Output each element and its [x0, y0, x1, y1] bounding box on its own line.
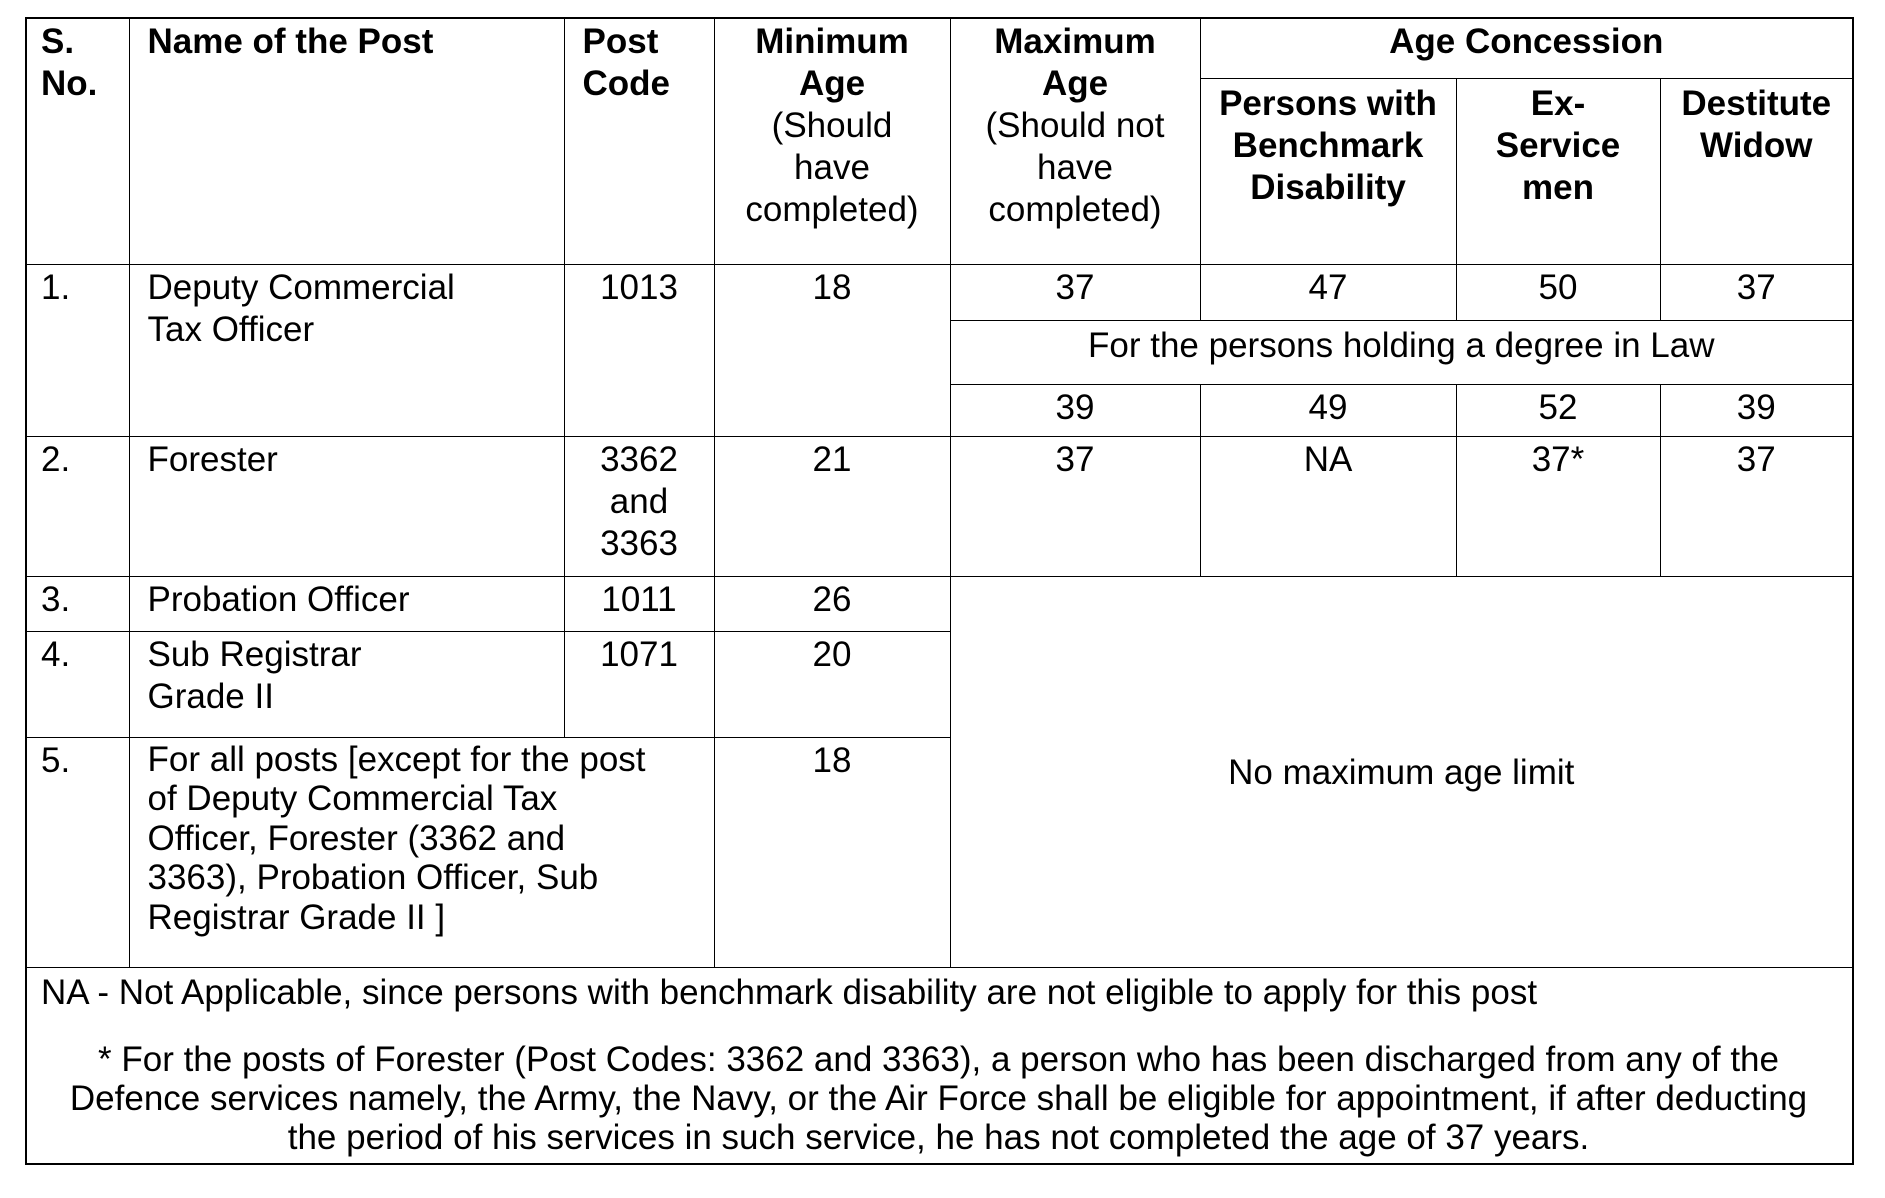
- table-row: [26, 576, 1853, 631]
- row2-max-age: 37: [950, 436, 1200, 576]
- row1-law-ex-servicemen: 52: [1456, 384, 1660, 436]
- row5-sno: 5.: [26, 737, 129, 967]
- row4-min-age: 20: [714, 631, 950, 737]
- row1-pwbd: 47: [1200, 264, 1456, 320]
- header-sno: S. No.: [26, 18, 129, 264]
- row2-min-age: 21: [714, 436, 950, 576]
- row1-sno: 1.: [26, 264, 129, 436]
- header-max-age: [950, 18, 1200, 264]
- row2-pwbd: NA: [1200, 436, 1456, 576]
- age-limit-table: [25, 17, 1854, 1165]
- row5-min-age: 18: [714, 737, 950, 967]
- header-post-code-text: Post Code: [582, 22, 670, 103]
- row3-sno: 3.: [26, 576, 129, 631]
- row3-post: Probation Officer: [129, 576, 564, 631]
- header-max-age-note: (Should not have completed): [985, 106, 1165, 229]
- header-min-age-note: (Should have completed): [745, 106, 919, 229]
- row5-post: For all posts [except for the post of Deputy Commercial Tax Officer, Forester (3362 and 3363), Probation Officer, Sub Registrar Grade II ]: [129, 737, 714, 967]
- row4-sno: 4.: [26, 631, 129, 737]
- notes-section: [26, 967, 1853, 1164]
- row1-code: 1013: [564, 264, 714, 436]
- row1-widow: 37: [1660, 264, 1853, 320]
- header-age-concession: Age Concession: [1200, 18, 1853, 78]
- header-min-age: [714, 18, 950, 264]
- table-row: [26, 264, 1853, 320]
- row2-ex-servicemen: 37*: [1456, 436, 1660, 576]
- no-max-age-limit: No maximum age limit: [950, 576, 1853, 967]
- row1-law-note: For the persons holding a degree in Law: [950, 320, 1853, 384]
- header-pwbd: Persons with Benchmark Disability: [1200, 78, 1456, 264]
- header-destitute-widow: Destitute Widow: [1660, 78, 1853, 264]
- header-min-age-title: Minimum Age: [755, 22, 909, 103]
- row1-min-age: 18: [714, 264, 950, 436]
- row1-ex-servicemen: 50: [1456, 264, 1660, 320]
- row3-code: 1011: [564, 576, 714, 631]
- row2-sno: 2.: [26, 436, 129, 576]
- row1-law-widow: 39: [1660, 384, 1853, 436]
- row2-code: 3362 and 3363: [564, 436, 714, 576]
- row1-max-age: 37: [950, 264, 1200, 320]
- header-max-age-title: Maximum Age: [994, 22, 1156, 103]
- row1-law-pwbd: 49: [1200, 384, 1456, 436]
- row4-post: Sub Registrar Grade II: [129, 631, 564, 737]
- row4-code: 1071: [564, 631, 714, 737]
- note-forester: * For the posts of Forester (Post Codes: 3362 and 3363), a person who has been discharged from any of the Defence services namely, the Army, the Navy, or the Air Force shall be eligible for appointment, if after deducting the period of his services in such service, he has not completed the age of 37 years.: [69, 1039, 1808, 1157]
- header-post-code: [564, 18, 714, 264]
- header-post-name: Name of the Post: [129, 18, 564, 264]
- row3-min-age: 26: [714, 576, 950, 631]
- row2-post: Forester: [129, 436, 564, 576]
- row2-widow: 37: [1660, 436, 1853, 576]
- note-na: NA - Not Applicable, since persons with benchmark disability are not eligible to apply for this post: [41, 972, 1538, 1012]
- header-ex-servicemen: Ex-Service men: [1456, 78, 1660, 264]
- table-row: [26, 436, 1853, 576]
- row1-law-max-age: 39: [950, 384, 1200, 436]
- row1-post: Deputy Commercial Tax Officer: [129, 264, 564, 436]
